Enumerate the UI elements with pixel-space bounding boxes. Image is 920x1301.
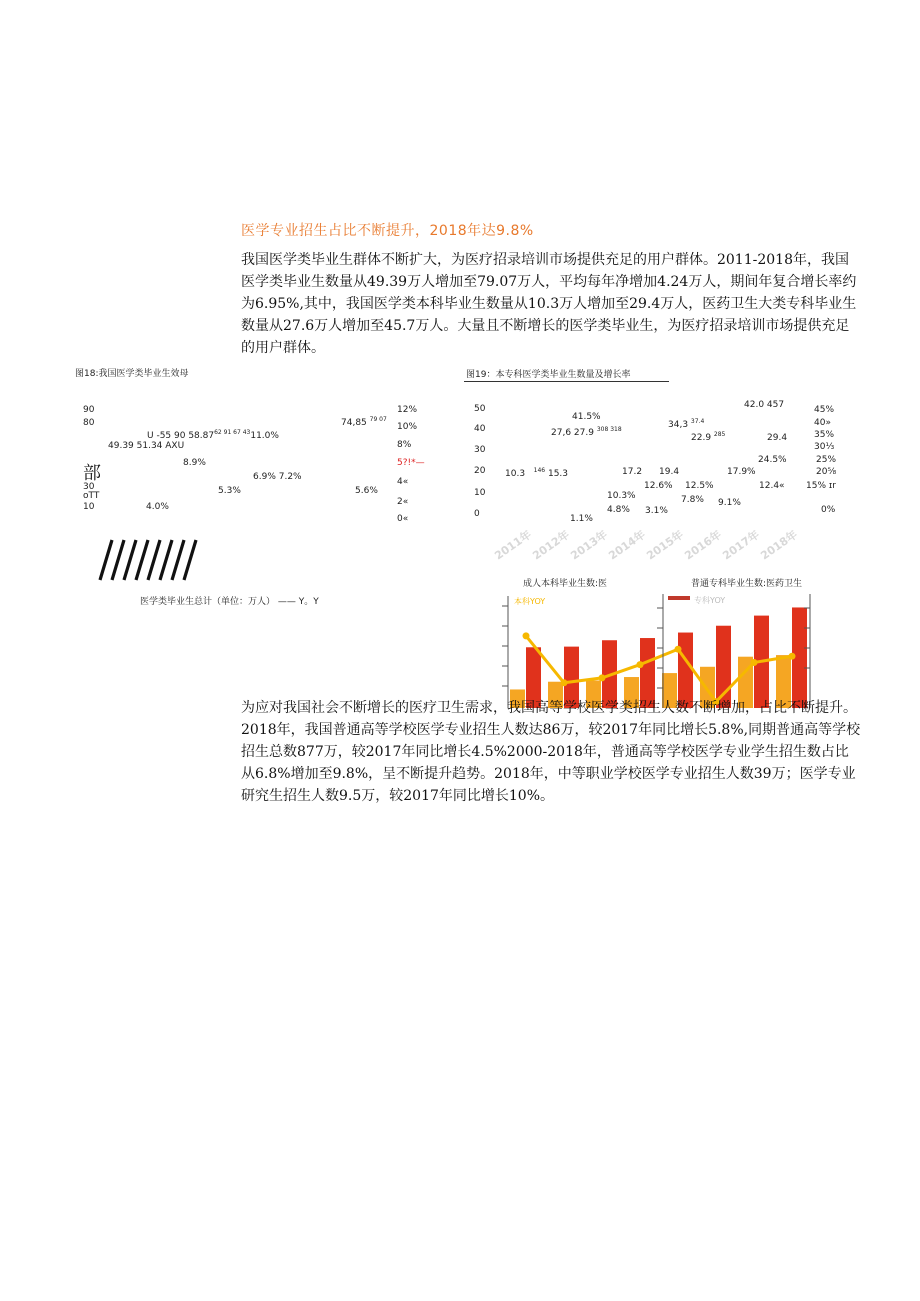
fig18-right-tick: 10% <box>397 422 418 432</box>
fig19-data-label: 24.5% <box>758 455 787 465</box>
fig18-hatch-marks <box>92 538 202 582</box>
year-label: 2012年 <box>530 527 572 563</box>
fig18-data-label: 6.9% 7.2% <box>253 472 302 482</box>
year-label: 2016年 <box>682 527 724 563</box>
yoy-point <box>751 659 758 666</box>
fig18-right-tick: 5?!*— <box>397 458 425 468</box>
year-label: 2017年 <box>720 527 762 563</box>
fig19-data-label: 17.9% <box>727 467 756 477</box>
fig19-data-label: 34,3 $^{37.4}$ <box>668 418 705 430</box>
yoy-point <box>599 674 606 681</box>
fig18-glyph: 部 <box>83 463 101 484</box>
yoy-point <box>675 646 682 653</box>
fig18-right-tick: 2« <box>397 497 409 507</box>
fig19-caption-underline <box>464 381 669 382</box>
fig18-data-label: 5.6% <box>355 486 378 496</box>
fig19-data-label: 22.9 $^{285}$ <box>691 431 726 443</box>
fig18-left-tick: oTT <box>83 491 100 501</box>
fig19-data-label: 7.8% <box>681 495 704 505</box>
fig18-data-label: U -55 90 $58.87^{62 91 67 43}11.0\%$ <box>147 429 279 441</box>
legend-a: 本科YOY <box>514 597 546 606</box>
legend-b: 专科YOY <box>694 596 726 605</box>
yoy-point <box>637 661 644 668</box>
yoy-point <box>789 653 796 660</box>
fig19-data-label: 1.1% <box>570 514 593 524</box>
fig19-right-tick: 15% ɪr <box>806 481 836 491</box>
year-label: 2013年 <box>568 527 610 563</box>
fig19-left-tick: 40 <box>474 424 486 434</box>
fig19-data-label: 12.6% <box>644 481 673 491</box>
fig18-left-tick: 80 <box>83 418 95 428</box>
fig19-right-tick: 40» <box>814 418 831 428</box>
fig19-data-label: 3.1% <box>645 506 668 516</box>
fig18-right-tick: 12% <box>397 405 418 415</box>
fig19-left-tick: 30 <box>474 445 486 455</box>
fig18-left-tick: 90 <box>83 405 95 415</box>
yoy-point <box>523 632 530 639</box>
fig19-data-label: 9.1% <box>718 498 741 508</box>
fig18-legend: 医学类毕业生总计（单位：万人） —— Y。Y <box>140 597 319 607</box>
fig18-data-label: 74,85 $^{79 07}$ <box>341 416 387 428</box>
fig19-data-label: 19.4 <box>659 467 680 477</box>
year-label: 2014年 <box>606 527 648 563</box>
legend-b-swatch <box>668 596 690 600</box>
fig19-data-label: 42.0 457 <box>744 400 785 410</box>
fig19-data-label: 41.5% <box>572 412 601 422</box>
fig19-right-tick: 25% <box>816 455 837 465</box>
year-label: 2018年 <box>758 527 800 563</box>
fig18-data-label: 5.3% <box>218 486 241 496</box>
fig18-right-tick: 8% <box>397 440 412 450</box>
fig19-left-tick: 50 <box>474 404 486 414</box>
fig18-left-tick: 30 <box>83 482 95 492</box>
fig18-data-label: 49.39 51.34 AXU <box>108 441 185 451</box>
fig18-caption: 图18:我国医学类毕业生效母 <box>75 369 189 379</box>
fig19-left-tick: 10 <box>474 488 486 498</box>
fig19-data-label: 27,6 27.9 $^{308 318}$ <box>551 426 622 438</box>
fig19-data-label: 17.2 <box>622 467 643 477</box>
fig18-data-label: 8.9% <box>183 458 206 468</box>
fig19-right-tick: 35% <box>814 430 835 440</box>
fig19-right-tick: 0% <box>821 505 836 515</box>
fig18-right-tick: 0« <box>397 514 409 524</box>
fig19-left-tick: 20 <box>474 466 486 476</box>
section-heading: 医学专业招生占比不断提升，2018年达9.8% <box>241 223 534 239</box>
year-label: 2015年 <box>644 527 686 563</box>
fig19-right-tick: 20⅝ <box>816 467 837 477</box>
fig19-year-axis <box>480 522 810 572</box>
fig19-right-tick: 45% <box>814 405 835 415</box>
fig18-right-tick: 4« <box>397 477 409 487</box>
yoy-point <box>561 679 568 686</box>
fig19-sub-left-title: 成人本科毕业生数:医 <box>523 579 608 589</box>
fig18-left-tick: 10 <box>83 502 95 512</box>
paragraph-enrollment: 为应对我国社会不断增长的医疗卫生需求，我国高等学校医学类招生人数不断增加，占比不断提升。2018年，我国普通高等学校医学专业招生人数达86万，较2017年同比增长5.8%,同期普通高等学校招生总数877万，较2017年同比增长4.5%2000-2018年，普通高等学校医学专业学生招生数占比从6.8%增加至9.8%，呈不断提升趋势。2018年，中等职业学校医学专业招生人数39万；医学专业研究生招生人数9.5万，较2017年同比增长10%。 <box>241 700 861 804</box>
fig19-data-label: 10.3% <box>607 491 636 501</box>
fig19-bar-chart <box>488 588 920 708</box>
fig19-data-label: 29.4 <box>767 433 788 443</box>
fig19-left-tick: 0 <box>474 509 480 519</box>
fig19-data-label: 10.3 $^{146}$ 15.3 <box>505 467 569 479</box>
fig19-caption: 图19：本专科医学类毕业生数量及增长率 <box>466 370 631 380</box>
fig19-right-tick: 30⅓ <box>814 442 835 452</box>
fig19-data-label: 12.4« <box>759 481 785 491</box>
year-label: 2011年 <box>492 527 534 563</box>
fig18-data-label: 4.0% <box>146 502 169 512</box>
fig19-sub-right-title: 普通专科毕业生数:医药卫生 <box>691 579 803 589</box>
paragraph-graduates: 我国医学类毕业生群体不断扩大，为医疗招录培训市场提供充足的用户群体。2011-2018年，我国医学类毕业生数量从49.39万人增加至79.07万人，平均每年净增加4.24万人，期间年复合增长率约为6.95%,其中，我国医学类本科毕业生数量从10.3万人增加至29.4万人，医药卫生大类专科毕业生数量从27.6万人增加至45.7万人。大量且不断增长的医学类毕业生，为医疗招录培训市场提供充足的用户群体。 <box>241 252 857 356</box>
fig19-data-label: 12.5% <box>685 481 714 491</box>
fig19-data-label: 4.8% <box>607 505 630 515</box>
